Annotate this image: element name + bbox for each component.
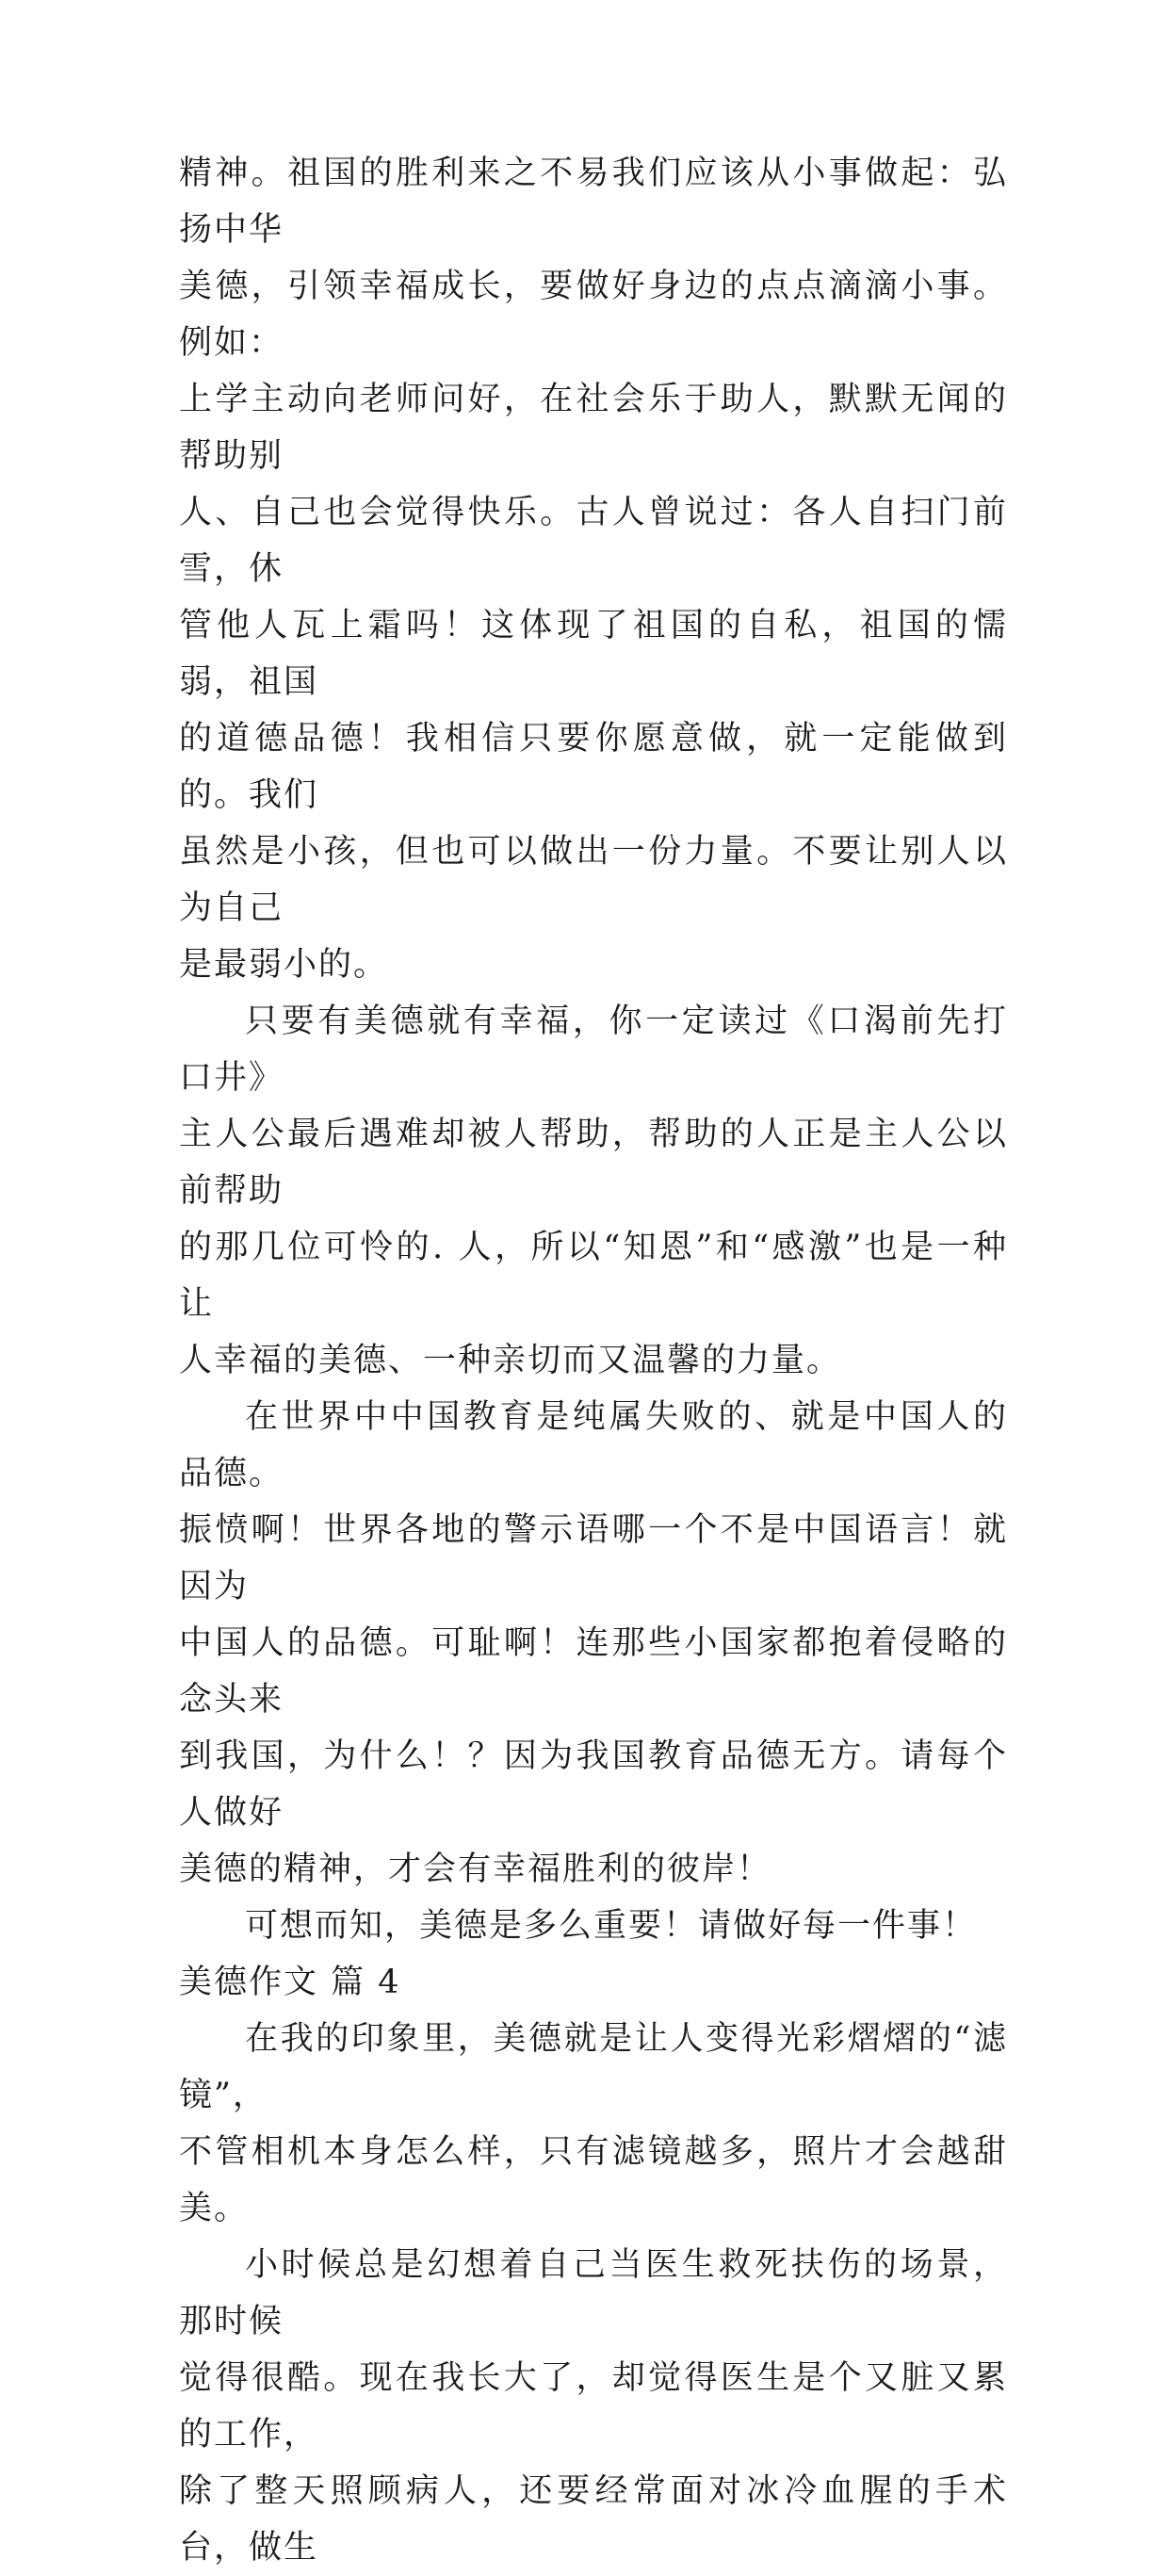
paragraph-2	[179, 993, 1008, 1389]
text-line: 在世界中中国教育是纯属失败的、就是中国人的品德。	[179, 1398, 1008, 1492]
document-body	[179, 145, 1008, 2576]
paragraph-4	[179, 1898, 1008, 1954]
text-line: 在我的印象里，美德就是让人变得光彩熠熠的“滤镜”，	[179, 2020, 1008, 2114]
text-line: 美德的精神，才会有幸福胜利的彼岸！	[179, 1850, 772, 1888]
text-line: 除了整天照顾病人，还要经常面对冰冷血腥的手术台，做生	[179, 2472, 1008, 2567]
text-line: 管他人瓦上霜吗！这体现了祖国的自私，祖国的懦弱，祖国	[179, 607, 1008, 701]
paragraph-1	[179, 145, 1008, 993]
text-line: 人、自己也会觉得快乐。古人曾说过：各人自扫门前雪，休	[179, 494, 1008, 588]
section-paragraph-2	[179, 2237, 1008, 2576]
text-line: 觉得很酷。现在我长大了，却觉得医生是个又脏又累的工作，	[179, 2359, 1008, 2454]
section-heading: 美德作文 篇 4	[179, 1964, 401, 2001]
text-line: 虽然是小孩，但也可以做出一份力量。不要让别人以为自己	[179, 833, 1008, 927]
text-line: 只要有美德就有幸福，你一定读过《口渴前先打口井》	[179, 1003, 1008, 1097]
text-line: 不管相机本身怎么样，只有滤镜越多，照片才会越甜美。	[179, 2133, 1008, 2227]
text-line: 的那几位可怜的. 人，所以“知恩”和“感激”也是一种让	[179, 1229, 1008, 1323]
text-line: 可想而知，美德是多么重要！请做好每一件事！	[245, 1907, 978, 1945]
text-line: 美德，引领幸福成长，要做好身边的点点滴滴小事。例如：	[179, 268, 1008, 362]
text-line: 小时候总是幻想着自己当医生救死扶伤的场景，那时候	[179, 2246, 1008, 2340]
text-line: 人幸福的美德、一种亲切而又温馨的力量。	[179, 1342, 842, 1379]
text-line: 主人公最后遇难却被人帮助，帮助的人正是主人公以前帮助	[179, 1116, 1008, 1210]
text-line: 精神。祖国的胜利来之不易我们应该从小事做起：弘扬中华	[179, 155, 1008, 249]
text-line: 的道德品德！我相信只要你愿意做，就一定能做到的。我们	[179, 720, 1008, 814]
section-paragraph-1	[179, 2011, 1008, 2237]
text-line: 到我国，为什么！？因为我国教育品德无方。请每个人做好	[179, 1737, 1008, 1832]
text-line: 上学主动向老师问好，在社会乐于助人，默默无闻的帮助别	[179, 381, 1008, 475]
text-line: 振愤啊！世界各地的警示语哪一个不是中国语言！就因为	[179, 1511, 1008, 1606]
text-line: 是最弱小的。	[179, 946, 389, 984]
text-line: 中国人的品德。可耻啊！连那些小国家都抱着侵略的念头来	[179, 1624, 1008, 1719]
paragraph-3	[179, 1389, 1008, 1898]
